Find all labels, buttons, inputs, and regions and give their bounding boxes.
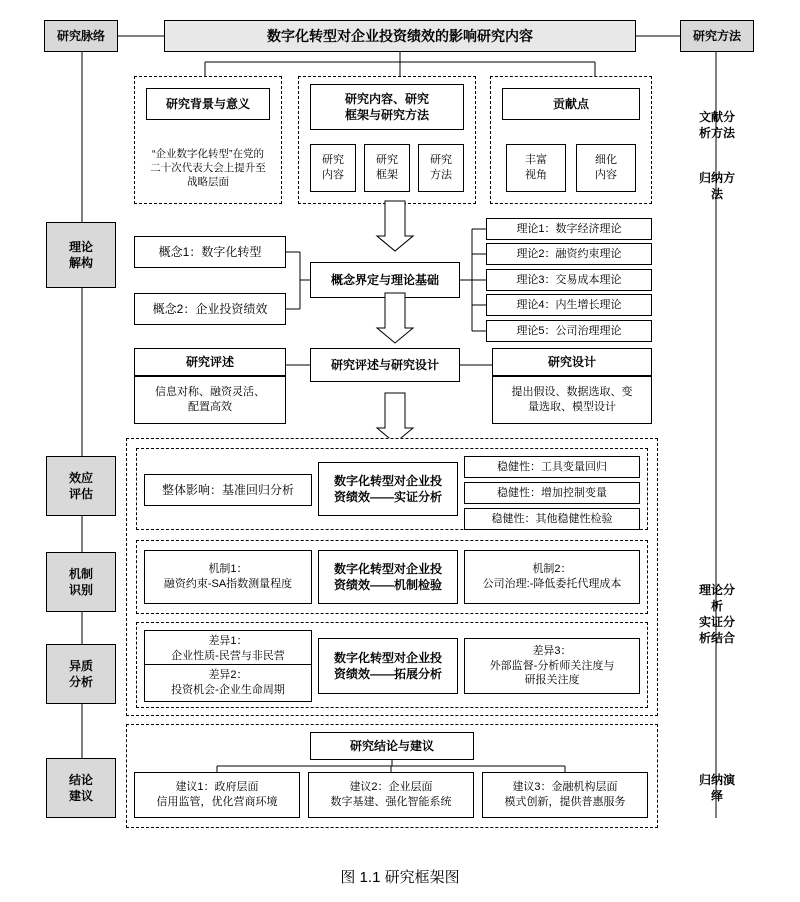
block3-center-l1: 数字化转型对企业投: [333, 650, 442, 665]
review-left-title: 研究评述: [185, 354, 234, 369]
content-frame-title-l1: 研究内容、研究: [344, 91, 429, 106]
concept-box-1: [134, 293, 286, 325]
left-rail-header-label: 研究脉络: [56, 28, 105, 43]
block1-right-2-label: 稳健性：其他稳健性检验: [491, 512, 613, 525]
content-frame-item-1-l2: 框架: [376, 169, 398, 181]
block3-center-box: [318, 638, 458, 694]
block1-center-l2: 资绩效——实证分析: [333, 490, 442, 504]
content-frame-item-0-l1: 研究: [322, 154, 344, 167]
background-title: 研究背景与意义: [165, 96, 250, 111]
block2-left-body: 融资约束-SA指数测量程度: [163, 578, 293, 590]
contribution-title: 贡献点: [552, 96, 589, 111]
right-rail-item-literature: [686, 90, 748, 160]
content-frame-item-1-l1: 研究: [376, 154, 398, 167]
conclusion-item-1: [308, 772, 474, 818]
block2-center-l2: 资绩效——机制检验: [333, 578, 442, 592]
review-left-body-box: [134, 376, 286, 424]
right-rail-combined-l3: 实证分: [698, 615, 735, 629]
right-rail-header: [680, 20, 754, 52]
concept-0-label: 概念1：数字化转型: [158, 244, 262, 259]
right-rail-induction-l2: 法: [710, 187, 723, 201]
block2-right-title: 机制2：: [532, 563, 572, 576]
conclusion-item-2-title: 建议3：金融机构层面: [512, 781, 618, 794]
review-left-title-box: [134, 348, 286, 376]
background-body-l3: 战略层面: [187, 176, 229, 189]
theory-item-3-label: 理论4：内生增长理论: [516, 298, 622, 311]
theory-item-0-label: 理论1：数字经济理论: [516, 222, 622, 235]
figure-title-bar: [164, 20, 636, 52]
right-rail-header-label: 研究方法: [692, 28, 741, 43]
content-frame-title-box: [310, 84, 464, 130]
right-rail-deduction-l2: 绎: [710, 789, 723, 803]
block3-right-body-l1: 外部监督-分析师关注度与: [489, 659, 615, 672]
content-frame-item-0: [310, 144, 356, 192]
left-rail-item-conclusion: [46, 758, 116, 818]
review-center-label: 研究评述与研究设计: [330, 357, 439, 372]
block3-left-1-title: 差异2：: [208, 669, 248, 682]
conclusion-title: 研究结论与建议: [349, 738, 434, 753]
review-right-title: 研究设计: [547, 354, 596, 369]
block1-left-label: 整体影响：基准回归分析: [161, 482, 294, 497]
left-rail-item-theory-line1: 理论: [68, 239, 93, 254]
block3-left-0-body: 企业性质-民营与非民营: [171, 650, 285, 662]
content-frame-item-0-l2: 内容: [322, 169, 344, 181]
left-rail-item-heterogeneity: [46, 644, 116, 704]
conclusion-item-2-body: 模式创新，提供普惠服务: [504, 796, 626, 808]
figure-title: 数字化转型对企业投资绩效的影响研究内容: [267, 27, 533, 44]
block1-right-1-label: 稳健性：增加控制变量: [497, 486, 607, 499]
contribution-item-1-l1: 细化: [595, 154, 617, 167]
block3-right-box: [464, 638, 640, 694]
block3-left-0-title: 差异1：: [208, 635, 248, 648]
block3-right-title: 差异3：: [532, 644, 572, 657]
theory-item-2-label: 理论3：交易成本理论: [516, 273, 622, 286]
left-rail-item-mechanism: [46, 552, 116, 612]
background-body-l1: “企业数字化转型”在党的: [152, 147, 264, 160]
conclusion-item-0-title: 建议1：政府层面: [175, 781, 259, 794]
content-frame-item-2-l1: 研究: [430, 154, 452, 167]
left-rail-item-effect-line1: 效应: [68, 470, 93, 485]
block1-center-box: [318, 462, 458, 516]
left-rail-item-effect: [46, 456, 116, 516]
right-rail-literature-l2: 析方法: [698, 126, 735, 140]
conclusion-item-1-body: 数字基建、强化智能系统: [330, 796, 452, 808]
conclusion-item-1-title: 建议2：企业层面: [349, 781, 433, 794]
left-rail-item-theory: [46, 222, 116, 288]
block1-right-0-label: 稳健性：工具变量回归: [497, 460, 607, 473]
concept-box-0: [134, 236, 286, 268]
background-body: [142, 140, 274, 196]
left-rail-item-effect-line2: 评估: [68, 487, 93, 501]
right-rail-item-induction: [686, 160, 748, 212]
figure-caption-text: 图 1.1 研究框架图: [340, 869, 460, 886]
block1-left-box: [144, 474, 312, 506]
contribution-item-0-l2: 视角: [525, 169, 547, 181]
review-left-body-l1: 信息对称、融资灵活、: [155, 386, 265, 399]
left-rail-item-conclusion-line2: 建议: [68, 789, 93, 803]
review-right-body-l1: 提出假设、数据选取、变: [511, 386, 633, 399]
content-frame-item-2-l2: 方法: [430, 169, 452, 181]
contribution-item-0-l1: 丰富: [525, 154, 547, 167]
theory-item-0: [486, 218, 652, 240]
left-rail-item-theory-line2: 解构: [68, 256, 93, 270]
block3-center-l2: 资绩效——拓展分析: [333, 667, 442, 681]
theory-center-label: 概念界定与理论基础: [330, 272, 439, 287]
block3-right-body-l2: 研报关注度: [524, 674, 580, 687]
theory-item-2: [486, 269, 652, 291]
review-left-body-l2: 配置高效: [188, 401, 232, 413]
right-rail-combined-l4: 析结合: [698, 631, 735, 646]
conclusion-item-0: [134, 772, 300, 818]
conclusion-item-2: [482, 772, 648, 818]
background-title-box: [146, 88, 270, 120]
review-right-title-box: [492, 348, 652, 376]
content-frame-item-2: [418, 144, 464, 192]
left-rail-item-heterogeneity-line1: 异质: [68, 658, 93, 673]
block1-right-0: [464, 456, 640, 478]
concept-1-label: 概念2：企业投资绩效: [152, 301, 268, 316]
block2-left-box: [144, 550, 312, 604]
right-rail-item-combined: [686, 558, 748, 670]
theory-item-1: [486, 243, 652, 265]
block2-left-title: 机制1：: [208, 563, 248, 576]
conclusion-item-0-body: 信用监管，优化营商环境: [156, 796, 278, 808]
right-rail-combined-l2: 析: [710, 598, 723, 613]
theory-item-1-label: 理论2：融资约束理论: [516, 247, 622, 260]
theory-item-3: [486, 294, 652, 316]
right-rail-combined-l1: 理论分: [698, 582, 735, 597]
contribution-item-1-l2: 内容: [595, 169, 617, 181]
left-rail-item-mechanism-line2: 识别: [68, 583, 93, 597]
right-rail-deduction-l1: 归纳演: [698, 772, 735, 787]
right-rail-item-deduction: [686, 762, 748, 814]
contribution-title-box: [502, 88, 640, 120]
block2-center-l1: 数字化转型对企业投: [333, 561, 442, 576]
block1-right-1: [464, 482, 640, 504]
left-rail-item-heterogeneity-line2: 分析: [68, 675, 93, 689]
review-right-body-l2: 量选取、模型设计: [528, 401, 616, 413]
block3-left-1-body: 投资机会-企业生命周期: [171, 684, 285, 696]
content-frame-item-1: [364, 144, 410, 192]
left-rail-header: [44, 20, 118, 52]
background-body-l2: 二十次代表大会上提升至: [150, 161, 266, 174]
block2-right-body: 公司治理:-降低委托代理成本: [482, 578, 622, 590]
block3-left-1: [144, 664, 312, 702]
left-rail-item-mechanism-line1: 机制: [68, 566, 93, 581]
block1-center-l1: 数字化转型对企业投: [333, 473, 442, 488]
block3-left-0: [144, 630, 312, 668]
theory-item-4: [486, 320, 652, 342]
left-rail-item-conclusion-line1: 结论: [68, 772, 93, 787]
contribution-item-1: [576, 144, 636, 192]
block2-right-box: [464, 550, 640, 604]
content-frame-title-l2: 框架与研究方法: [344, 108, 429, 122]
contribution-item-0: [506, 144, 566, 192]
right-rail-induction-l1: 归纳方: [698, 170, 735, 185]
block1-right-2: [464, 508, 640, 530]
theory-item-4-label: 理论5：公司治理理论: [516, 324, 622, 337]
figure-caption: [0, 866, 800, 887]
review-center-box: [310, 348, 460, 382]
theory-center-box: [310, 262, 460, 298]
review-right-body-box: [492, 376, 652, 424]
right-rail-literature-l1: 文献分: [698, 109, 735, 124]
block2-center-box: [318, 550, 458, 604]
conclusion-title-box: [310, 732, 474, 760]
